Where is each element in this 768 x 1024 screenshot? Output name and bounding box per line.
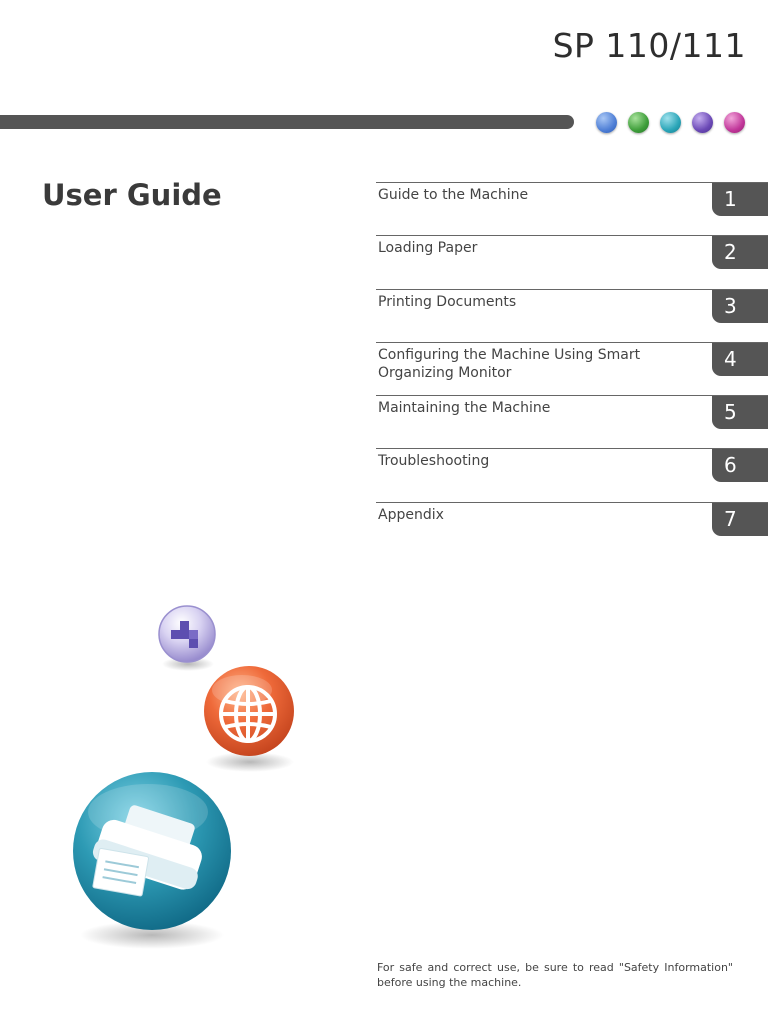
printer-icon: [73, 772, 231, 949]
toc-item-3[interactable]: [376, 289, 768, 342]
toc-label: Troubleshooting: [378, 453, 490, 470]
chapter-tab: 7: [712, 503, 768, 536]
toc-item-7[interactable]: [376, 502, 768, 555]
chapter-tab: 2: [712, 236, 768, 269]
toc-label: Printing Documents: [378, 293, 517, 310]
model-name: SP 110/111: [552, 26, 746, 65]
safety-notice: For safe and correct use, be sure to read "Safety Information" before using the machine.: [377, 961, 733, 989]
magenta-dot: [724, 112, 745, 133]
chapter-tab: 1: [712, 183, 768, 216]
toc-label: Appendix: [378, 506, 444, 523]
table-of-contents: [376, 182, 768, 555]
teal-dot: [660, 112, 681, 133]
toc-label: Guide to the Machine: [378, 187, 529, 203]
toc-label: Configuring the Machine Using Smart Organizing Monitor: [378, 346, 641, 381]
chapter-tab: 3: [712, 290, 768, 323]
toc-item-4[interactable]: [376, 342, 768, 395]
toc-item-2[interactable]: [376, 235, 768, 288]
blue-dot: [596, 112, 617, 133]
puzzle-icon: [159, 606, 215, 671]
toc-item-6[interactable]: [376, 448, 768, 501]
globe-icon: [204, 666, 294, 772]
toc-label: Loading Paper: [378, 240, 478, 257]
green-dot: [628, 112, 649, 133]
toc-item-1[interactable]: [376, 182, 768, 235]
purple-dot: [692, 112, 713, 133]
toc-label: Maintaining the Machine: [378, 400, 551, 417]
chapter-tab: 4: [712, 343, 768, 376]
toc-item-5[interactable]: [376, 395, 768, 448]
chapter-tab: 5: [712, 396, 768, 429]
page-title: User Guide: [42, 178, 222, 212]
decorative-icons: [0, 0, 330, 980]
chapter-tab: 6: [712, 449, 768, 482]
